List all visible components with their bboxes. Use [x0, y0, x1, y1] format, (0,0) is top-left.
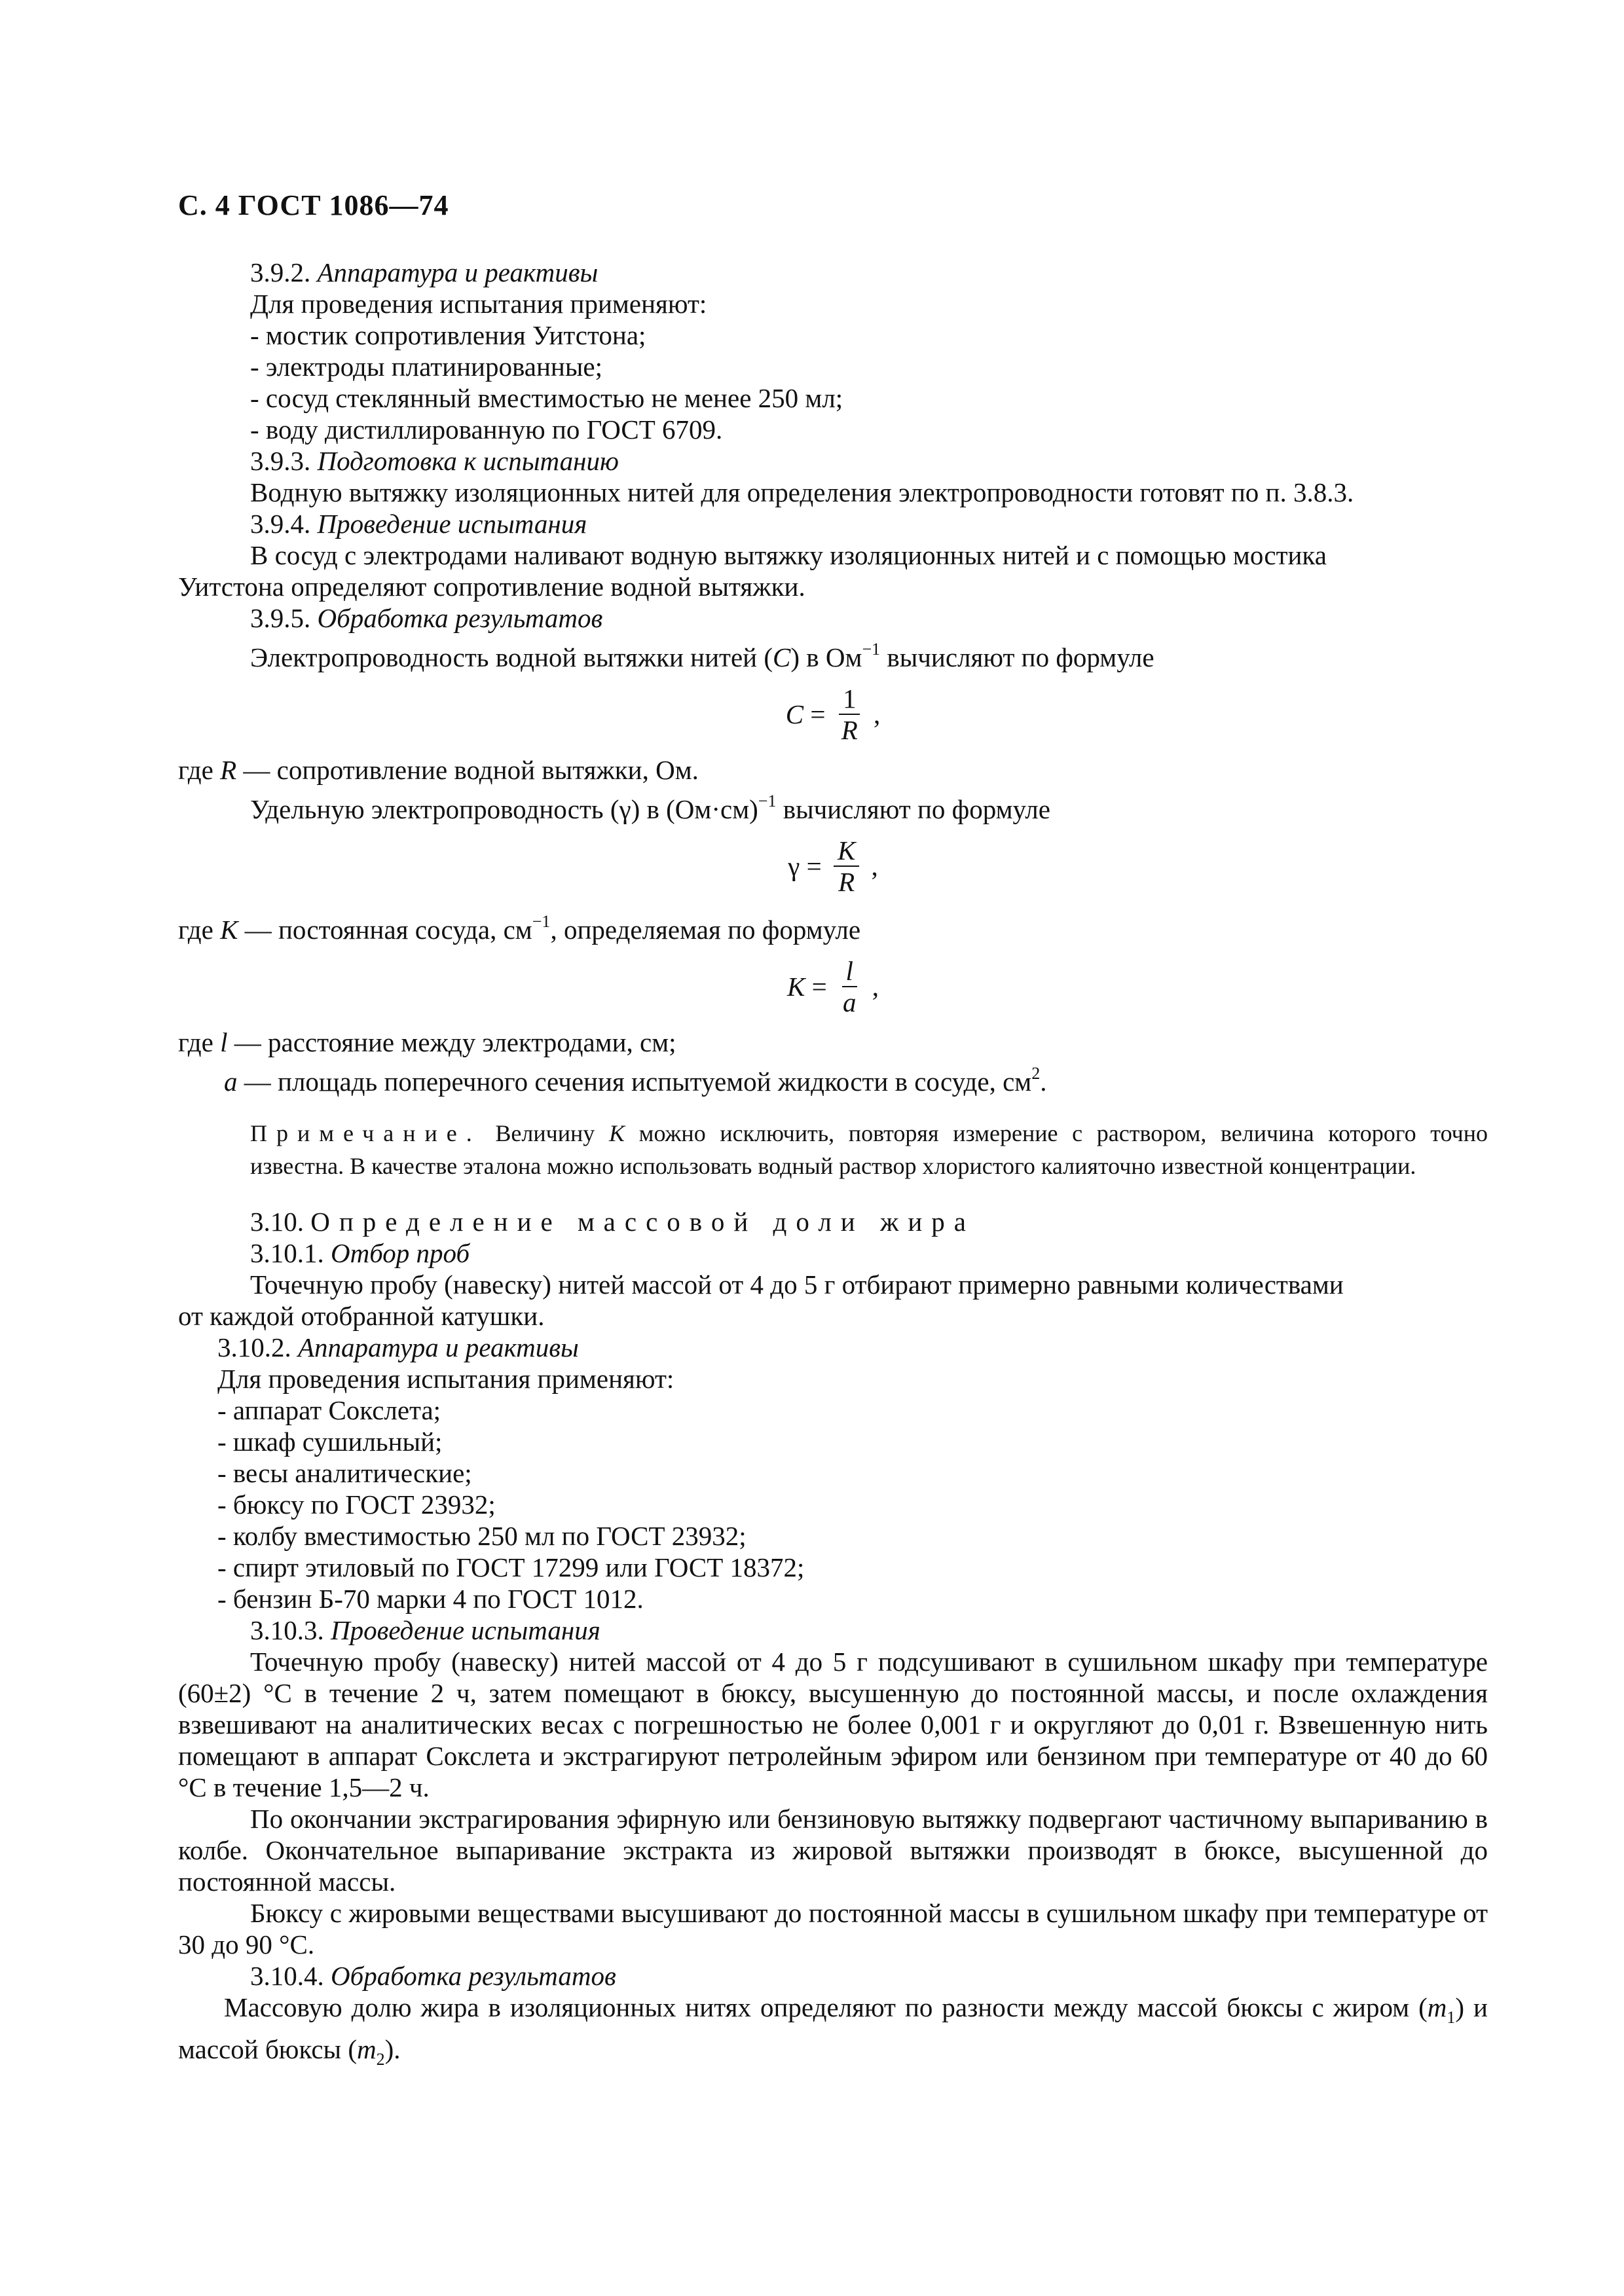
paragraph: Уитстона определяют сопротивление водной вытяжки.: [178, 572, 805, 602]
math-var: K: [220, 915, 238, 945]
text-run: где: [178, 1027, 221, 1057]
list-item: - сосуд стеклянный вместимостью не менее 250 мл;: [250, 383, 843, 413]
list-item: - бензин Б-70 марки 4 по ГОСТ 1012.: [217, 1584, 644, 1614]
text-run: ).: [384, 2034, 401, 2064]
text-run: Удельную электропроводность (γ) в (Ом·см): [250, 794, 758, 824]
text-run: вычисляют по формуле: [880, 642, 1154, 672]
math-var: l: [220, 1027, 228, 1057]
list-item: - спирт этиловый по ГОСТ 17299 или ГОСТ 18372;: [217, 1552, 805, 1582]
section-number: 3.9.5.: [250, 603, 311, 633]
paragraph: [178, 786, 1488, 825]
section-3-10-2-heading: [178, 1332, 1488, 1363]
section-title: Проведение испытания: [317, 509, 587, 539]
definition-line: [178, 754, 1488, 786]
text-run: — расстояние между электродами, см;: [227, 1027, 676, 1057]
math-var: γ: [788, 851, 800, 881]
punctuation: ,: [864, 851, 878, 881]
section-number: 3.10.: [250, 1207, 304, 1237]
section-number: 3.10.3.: [250, 1615, 324, 1645]
equals-sign: =: [805, 972, 834, 1002]
subscript: 2: [376, 2050, 385, 2069]
section-3-10-3-heading: [178, 1614, 1488, 1646]
text-run: , определяемая по формуле: [550, 915, 861, 945]
text-run: где: [178, 915, 221, 945]
math-var: C: [785, 699, 804, 729]
section-title: Аппаратура и реактивы: [317, 257, 599, 287]
denominator: R: [838, 867, 855, 897]
superscript: 2: [1031, 1064, 1041, 1083]
section-title: Определение массовой доли жира: [310, 1207, 975, 1237]
math-var: K: [787, 972, 805, 1002]
equals-sign: =: [800, 851, 828, 881]
superscript: −1: [758, 792, 777, 811]
text-run: ) в Ом: [790, 642, 862, 672]
text-run: вычисляют по формуле: [776, 794, 1050, 824]
fraction: [838, 683, 862, 745]
note-label: Примечание.: [250, 1120, 481, 1146]
math-var: C: [773, 642, 791, 672]
superscript: −1: [532, 912, 551, 931]
subscript: 1: [1447, 2008, 1456, 2027]
math-var: m: [1427, 1992, 1447, 2022]
formula-conductance: [178, 678, 1488, 750]
list-item: - бюксу по ГОСТ 23932;: [217, 1489, 496, 1520]
section-number: 3.10.4.: [250, 1961, 324, 1991]
section-title: Проведение испытания: [331, 1615, 600, 1645]
definition-line: [178, 1027, 1488, 1058]
paragraph: Бюксу с жировыми веществами высушивают до постоянной массы в сушильном шкафу при температуре от 30 до 90 °С.: [178, 1898, 1488, 1959]
intro-text: Для проведения испытания применяют:: [250, 289, 707, 319]
math-var: K: [608, 1120, 625, 1146]
paragraph: В сосуд с электродами наливают водную вытяжку изоляционных нитей и с помощью мостика: [250, 540, 1327, 570]
text-run: Массовую долю жира в изоляционных нитях определяют по разности между массой бюксы с жиром (: [224, 1992, 1428, 2022]
spacer: [178, 1182, 1488, 1206]
section-title: Обработка результатов: [331, 1961, 616, 1991]
text-run: — площадь поперечного сечения испытуемой жидкости в сосуде, см: [237, 1066, 1032, 1097]
section-3-9-3-heading: [178, 445, 1488, 477]
section-3-10-4-heading: [178, 1960, 1488, 1992]
paragraph: Водную вытяжку изоляционных нитей для определения электропроводности готовят по п. 3.8.3.: [250, 477, 1354, 507]
section-title: Аппаратура и реактивы: [298, 1332, 579, 1362]
section-3-10-heading: [178, 1206, 1488, 1237]
denominator: a: [842, 987, 857, 1017]
document-body: [178, 257, 1488, 2075]
section-3-10-1-heading: [178, 1237, 1488, 1269]
intro-text: Для проведения испытания применяют:: [217, 1364, 674, 1394]
math-var: a: [224, 1066, 238, 1097]
numerator: 1: [839, 683, 860, 715]
section-number: 3.10.2.: [217, 1332, 291, 1362]
list-item: - электроды платинированные;: [250, 352, 603, 382]
list-item: - колбу вместимостью 250 мл по ГОСТ 23932;: [217, 1521, 747, 1551]
numerator: K: [834, 835, 859, 867]
section-3-9-5-heading: [178, 602, 1488, 634]
list-item: - воду дистиллированную по ГОСТ 6709.: [250, 414, 723, 445]
paragraph: от каждой отобранной катушки.: [178, 1301, 545, 1331]
text-run: где: [178, 755, 221, 785]
section-title: Обработка результатов: [317, 603, 603, 633]
text-run: можно исключить, повторяя измерение с раствором, величина которого точно известна. В качестве эталона можно использовать водный раствор хлористого калияточно известной концентрации.: [250, 1120, 1488, 1179]
paragraph: [178, 1992, 1488, 2075]
section-number: 3.9.4.: [250, 509, 311, 539]
text-run: .: [1040, 1066, 1047, 1097]
definition-line: [178, 1058, 1488, 1097]
math-var: m: [357, 2034, 377, 2064]
numerator: l: [842, 956, 857, 987]
page-header: С. 4 ГОСТ 1086—74: [178, 189, 449, 221]
section-number: 3.9.2.: [250, 257, 311, 287]
text-run: ) и массой бюксы (: [178, 1992, 1488, 2064]
section-3-9-2-heading: [178, 257, 1488, 288]
text-run: Величину: [481, 1120, 609, 1146]
formula-cell-constant: [178, 951, 1488, 1023]
math-var: R: [220, 755, 237, 785]
fraction: [839, 956, 860, 1017]
punctuation: ,: [865, 972, 879, 1002]
list-item: - шкаф сушильный;: [217, 1427, 443, 1457]
superscript: −1: [862, 640, 881, 659]
list-item: - мостик сопротивления Уитстона;: [250, 320, 646, 350]
punctuation: ,: [866, 699, 881, 729]
section-title: Подготовка к испытанию: [317, 446, 619, 476]
fraction: [834, 835, 859, 897]
paragraph: [178, 634, 1488, 673]
list-item: - аппарат Сокслета;: [217, 1395, 441, 1425]
list-item: - весы аналитические;: [217, 1458, 472, 1488]
denominator: R: [841, 715, 858, 745]
text-run: — сопротивление водной вытяжки, Ом.: [236, 755, 699, 785]
section-3-9-4-heading: [178, 508, 1488, 539]
text-run: — постоянная сосуда, см: [238, 915, 532, 945]
section-number: 3.9.3.: [250, 446, 311, 476]
section-title: Отбор проб: [331, 1238, 470, 1268]
definition-line: [178, 906, 1488, 945]
text-run: Электропроводность водной вытяжки нитей (: [250, 642, 773, 672]
formula-specific-conductance: [178, 830, 1488, 902]
paragraph: Точечную пробу (навеску) нитей массой от 4 до 5 г отбирают примерно равными количествами: [250, 1269, 1344, 1300]
paragraph: Точечную пробу (навеску) нитей массой от 4 до 5 г подсушивают в сушильном шкафу при температуре (60±2) °С в течение 2 ч, затем помещают в бюксу, высушенную до постоянной массы, и после охлаждения взвешивают на аналитических весах с погрешностью не более 0,001 г и округляют до 0,01 г. Взвешенную нить помещают в аппарат Сокслета и экстрагируют петролейным эфиром или бензином при температуре от 40 до 60 °С в течение 1,5—2 ч.: [178, 1647, 1488, 1802]
paragraph: По окончании экстрагирования эфирную или бензиновую вытяжку подвергают частичному выпариванию в колбе. Окончательное выпаривание экстракта из жировой вытяжки производят в бюксе, высушенной до постоянной массы.: [178, 1804, 1488, 1897]
note: [178, 1117, 1488, 1182]
equals-sign: =: [803, 699, 832, 729]
section-number: 3.10.1.: [250, 1238, 324, 1268]
